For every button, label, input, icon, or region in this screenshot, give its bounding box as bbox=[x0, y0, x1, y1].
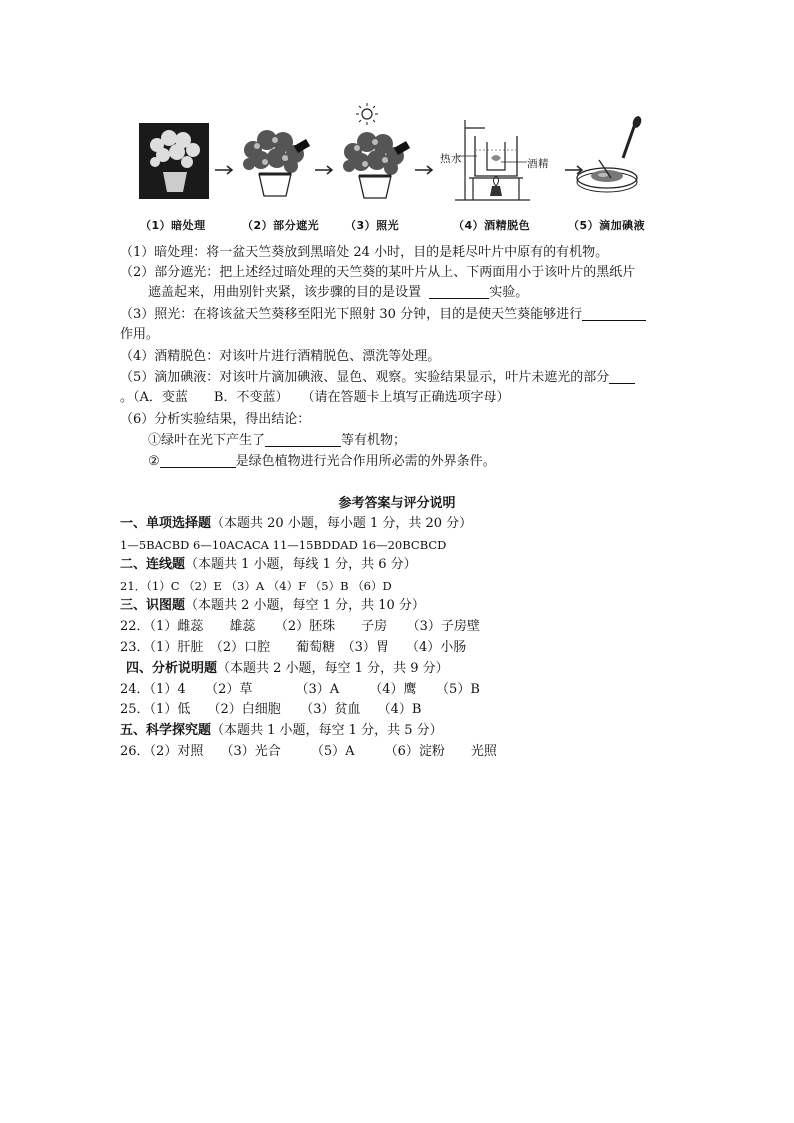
section-3-header bbox=[120, 596, 425, 616]
step-2-text-pre: 遮盖起来，用曲别针夹紧，该步骤的目的是设置 bbox=[148, 285, 422, 300]
step-3-text-pre: （3）照光：在将该盆天竺葵移至阳光下照射 30 分钟，目的是使天竺葵能够进行 bbox=[120, 307, 583, 322]
step-2-answer-blank[interactable] bbox=[429, 284, 489, 299]
section-4-answers-24: 24．（1）4 （2）草 （3）A （4）鹰 （5）B bbox=[120, 682, 480, 697]
section-1-header bbox=[120, 514, 472, 534]
conclusion-2 bbox=[148, 452, 496, 472]
question-step-5-line-b: 。（A．变蓝 B．不变蓝） （请在答题卡上填写正确选项字母） bbox=[120, 390, 510, 405]
conclusion-1-blank[interactable] bbox=[265, 432, 341, 447]
caption-partial-shading: （2）部分遮光 bbox=[242, 219, 320, 232]
section-2-head: 二、连线题 bbox=[120, 557, 186, 572]
step-3-answer-blank[interactable] bbox=[582, 306, 646, 321]
section-1-answers: 1—5BACBD 6—10ACACA 11—15BDDAD 16—20BCBCD bbox=[120, 538, 447, 552]
question-step-2-line-b bbox=[148, 283, 528, 303]
section-1-head: 一、单项选择题 bbox=[120, 516, 212, 531]
section-3-answers-23: 23．（1）肝脏 （2）口腔 葡萄糖 （3）胃 （4）小肠 bbox=[120, 640, 467, 655]
section-3-head: 三、识图题 bbox=[120, 598, 186, 613]
illumination-image bbox=[343, 103, 410, 198]
question-step-4: （4）酒精脱色：对该叶片进行酒精脱色、漂洗等处理。 bbox=[120, 349, 441, 364]
answers-title: 参考答案与评分说明 bbox=[338, 496, 456, 511]
section-2-answers: 21．（1）C （2）E （3）A （4）F （5）B （6）D bbox=[120, 579, 392, 593]
alcohol-label: 酒精 bbox=[527, 158, 549, 170]
partial-shading-image bbox=[243, 130, 310, 196]
iodine-drop-image bbox=[577, 115, 643, 192]
caption-dark-treatment: （1）暗处理 bbox=[140, 219, 206, 232]
section-1-note: （本题共 20 小题，每小题 1 分，共 20 分） bbox=[211, 516, 473, 531]
section-4-answers-25: 25．（1）低 （2）白细胞 （3）贫血 （4）B bbox=[120, 702, 422, 717]
caption-iodine-drop: （5）滴加碘液 bbox=[568, 219, 646, 232]
section-5-head: 五、科学探究题 bbox=[120, 723, 212, 738]
experiment-figure bbox=[135, 100, 685, 240]
section-4-head: 四、分析说明题 bbox=[126, 661, 218, 676]
conclusion-1-pre: ①绿叶在光下产生了 bbox=[148, 433, 266, 448]
question-step-1: （1）暗处理：将一盆天竺葵放到黑暗处 24 小时，目的是耗尽叶片中原有的有机物。 bbox=[120, 245, 609, 260]
conclusion-2-blank[interactable] bbox=[160, 453, 236, 468]
section-4-note: （本题共 2 小题，每空 1 分，共 9 分） bbox=[217, 661, 449, 676]
question-step-3-line-b: 作用。 bbox=[120, 327, 160, 342]
step-2-text-post: 实验。 bbox=[489, 285, 529, 300]
question-step-2-line-a: （2）部分遮光：把上述经过暗处理的天竺葵的某叶片从上、下两面用小于该叶片的黑纸片 bbox=[120, 265, 636, 280]
section-3-answers-22: 22．（1）雌蕊 雄蕊 （2）胚珠 子房 （3）子房壁 bbox=[120, 619, 480, 634]
dark-treatment-image bbox=[139, 123, 209, 199]
alcohol-decolor-image bbox=[455, 120, 530, 200]
question-step-5-line-a bbox=[120, 368, 635, 388]
section-3-note: （本题共 2 小题，每空 1 分，共 10 分） bbox=[185, 598, 425, 613]
section-5-answers-26: 26．（2）对照 （3）光合 （5）A （6）淀粉 光照 bbox=[120, 744, 497, 759]
conclusion-1 bbox=[148, 431, 406, 451]
question-step-3-line-a bbox=[120, 305, 646, 325]
section-4-header bbox=[126, 659, 449, 679]
caption-alcohol-decolor: （4）酒精脱色 bbox=[453, 219, 531, 232]
step-5-answer-blank[interactable] bbox=[609, 369, 635, 384]
section-5-note: （本题共 1 小题，每空 1 分，共 5 分） bbox=[211, 723, 443, 738]
section-5-header bbox=[120, 721, 443, 741]
conclusion-2-pre: ② bbox=[148, 454, 160, 469]
section-2-header bbox=[120, 555, 417, 575]
hot-water-label: 热水 bbox=[440, 153, 462, 165]
step-5-text: （5）滴加碘液：对该叶片滴加碘液、显色、观察。实验结果显示，叶片未遮光的部分 bbox=[120, 370, 610, 385]
question-step-6: （6）分析实验结果，得出结论： bbox=[120, 412, 311, 427]
conclusion-2-post: 是绿色植物进行光合作用所必需的外界条件。 bbox=[235, 454, 496, 469]
caption-illumination: （3）照光 bbox=[345, 219, 400, 232]
section-2-note: （本题共 1 小题，每线 1 分，共 6 分） bbox=[185, 557, 417, 572]
conclusion-1-post: 等有机物； bbox=[341, 433, 407, 448]
